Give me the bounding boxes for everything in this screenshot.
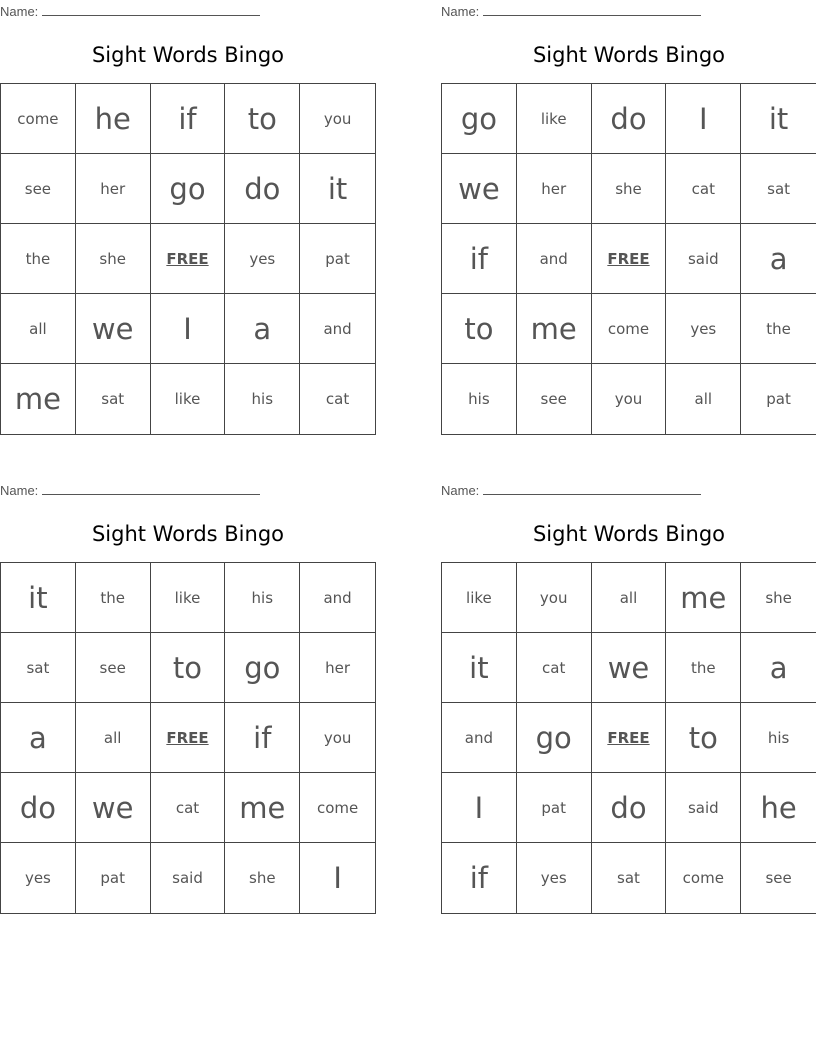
bingo-cell: do <box>225 154 300 224</box>
bingo-cell: we <box>76 773 151 843</box>
bingo-card-2 <box>441 0 816 436</box>
name-label: Name: <box>0 4 39 19</box>
bingo-cell: me <box>666 563 741 633</box>
bingo-cell: it <box>300 154 375 224</box>
bingo-grid <box>0 562 376 914</box>
bingo-cell: sat <box>1 633 76 703</box>
bingo-cell: if <box>442 224 517 294</box>
bingo-cell: the <box>1 224 76 294</box>
bingo-cell: it <box>1 563 76 633</box>
bingo-cell: you <box>300 84 375 154</box>
bingo-cell: come <box>300 773 375 843</box>
bingo-cell: and <box>442 703 517 773</box>
bingo-cell: yes <box>1 843 76 913</box>
bingo-cell: see <box>517 364 592 434</box>
bingo-cell: cat <box>517 633 592 703</box>
bingo-cell: see <box>76 633 151 703</box>
bingo-cell: go <box>517 703 592 773</box>
name-blank-line <box>42 482 260 495</box>
bingo-cell: come <box>592 294 667 364</box>
bingo-cell: we <box>592 633 667 703</box>
bingo-cell: to <box>666 703 741 773</box>
bingo-cell: to <box>225 84 300 154</box>
bingo-cell: we <box>442 154 517 224</box>
bingo-cell: a <box>741 224 816 294</box>
bingo-cell: pat <box>300 224 375 294</box>
bingo-cell: do <box>592 84 667 154</box>
bingo-cell: the <box>666 633 741 703</box>
bingo-cell: to <box>151 633 226 703</box>
free-space: FREE <box>151 703 226 773</box>
bingo-cell: go <box>442 84 517 154</box>
name-label: Name: <box>441 4 480 19</box>
bingo-cell: see <box>1 154 76 224</box>
bingo-cell: his <box>741 703 816 773</box>
bingo-cell: do <box>1 773 76 843</box>
bingo-card-1 <box>0 0 376 436</box>
free-space: FREE <box>592 703 667 773</box>
bingo-cell: like <box>151 563 226 633</box>
bingo-cell: sat <box>76 364 151 434</box>
free-space: FREE <box>151 224 226 294</box>
bingo-cell: said <box>151 843 226 913</box>
bingo-cell: I <box>151 294 226 364</box>
bingo-cell: he <box>76 84 151 154</box>
name-blank-line <box>483 3 701 16</box>
name-label: Name: <box>441 483 480 498</box>
bingo-cell: sat <box>741 154 816 224</box>
bingo-cell: to <box>442 294 517 364</box>
bingo-cell: his <box>225 563 300 633</box>
bingo-cell: all <box>76 703 151 773</box>
bingo-cell: if <box>151 84 226 154</box>
bingo-cell: his <box>442 364 517 434</box>
bingo-cell: all <box>1 294 76 364</box>
bingo-cell: me <box>517 294 592 364</box>
bingo-cell: a <box>225 294 300 364</box>
name-label: Name: <box>0 483 39 498</box>
bingo-cell: do <box>592 773 667 843</box>
card-title: Sight Words Bingo <box>532 522 726 546</box>
bingo-card-3 <box>0 479 376 915</box>
bingo-cell: all <box>666 364 741 434</box>
bingo-cell: cat <box>666 154 741 224</box>
bingo-cell: she <box>76 224 151 294</box>
bingo-cell: like <box>442 563 517 633</box>
bingo-cell: yes <box>666 294 741 364</box>
bingo-cell: the <box>76 563 151 633</box>
bingo-cell: I <box>333 861 342 895</box>
bingo-cell: go <box>225 633 300 703</box>
bingo-cell: come <box>666 843 741 913</box>
bingo-cell: pat <box>517 773 592 843</box>
bingo-cell: cat <box>151 773 226 843</box>
bingo-cell: pat <box>76 843 151 913</box>
bingo-grid <box>0 83 376 435</box>
bingo-cell: go <box>151 154 226 224</box>
name-field <box>441 3 701 20</box>
bingo-cell: cat <box>325 390 350 408</box>
bingo-cell: come <box>1 84 76 154</box>
bingo-cell: and <box>517 224 592 294</box>
bingo-cell: said <box>666 773 741 843</box>
bingo-cell: a <box>1 703 76 773</box>
bingo-cell: a <box>741 633 816 703</box>
bingo-cell: her <box>76 154 151 224</box>
bingo-cell: I <box>666 84 741 154</box>
bingo-grid <box>441 562 816 914</box>
card-title: Sight Words Bingo <box>532 43 726 67</box>
bingo-cell: you <box>592 364 667 434</box>
bingo-cell: you <box>300 703 375 773</box>
name-blank-line <box>42 3 260 16</box>
bingo-cell: her <box>517 154 592 224</box>
free-space: FREE <box>592 224 667 294</box>
bingo-cell: all <box>592 563 667 633</box>
bingo-cell: I <box>442 773 517 843</box>
bingo-cell: me <box>225 773 300 843</box>
card-title: Sight Words Bingo <box>91 522 285 546</box>
bingo-card-4 <box>441 479 816 915</box>
bingo-cell: pat <box>766 390 791 408</box>
bingo-cell: her <box>300 633 375 703</box>
bingo-cell: said <box>666 224 741 294</box>
name-field <box>441 482 701 499</box>
bingo-cell: like <box>151 364 226 434</box>
bingo-cell: she <box>225 843 300 913</box>
bingo-cell: and <box>300 563 375 633</box>
card-title: Sight Words Bingo <box>91 43 285 67</box>
bingo-cell: yes <box>225 224 300 294</box>
name-blank-line <box>483 482 701 495</box>
bingo-cell: it <box>442 633 517 703</box>
bingo-cell: he <box>741 773 816 843</box>
bingo-cell: if <box>442 843 517 913</box>
bingo-cell: it <box>741 84 816 154</box>
bingo-cell: me <box>1 364 76 434</box>
name-field <box>0 3 260 20</box>
bingo-cell: sat <box>592 843 667 913</box>
bingo-cell: she <box>741 563 816 633</box>
bingo-cell: she <box>592 154 667 224</box>
bingo-cell: his <box>225 364 300 434</box>
bingo-cell: if <box>225 703 300 773</box>
bingo-cell: the <box>741 294 816 364</box>
bingo-grid <box>441 83 816 435</box>
name-field <box>0 482 260 499</box>
bingo-cell: and <box>300 294 375 364</box>
bingo-cell: like <box>517 84 592 154</box>
bingo-cell: you <box>517 563 592 633</box>
bingo-cell: we <box>76 294 151 364</box>
bingo-cell: see <box>765 869 792 887</box>
bingo-cell: yes <box>517 843 592 913</box>
